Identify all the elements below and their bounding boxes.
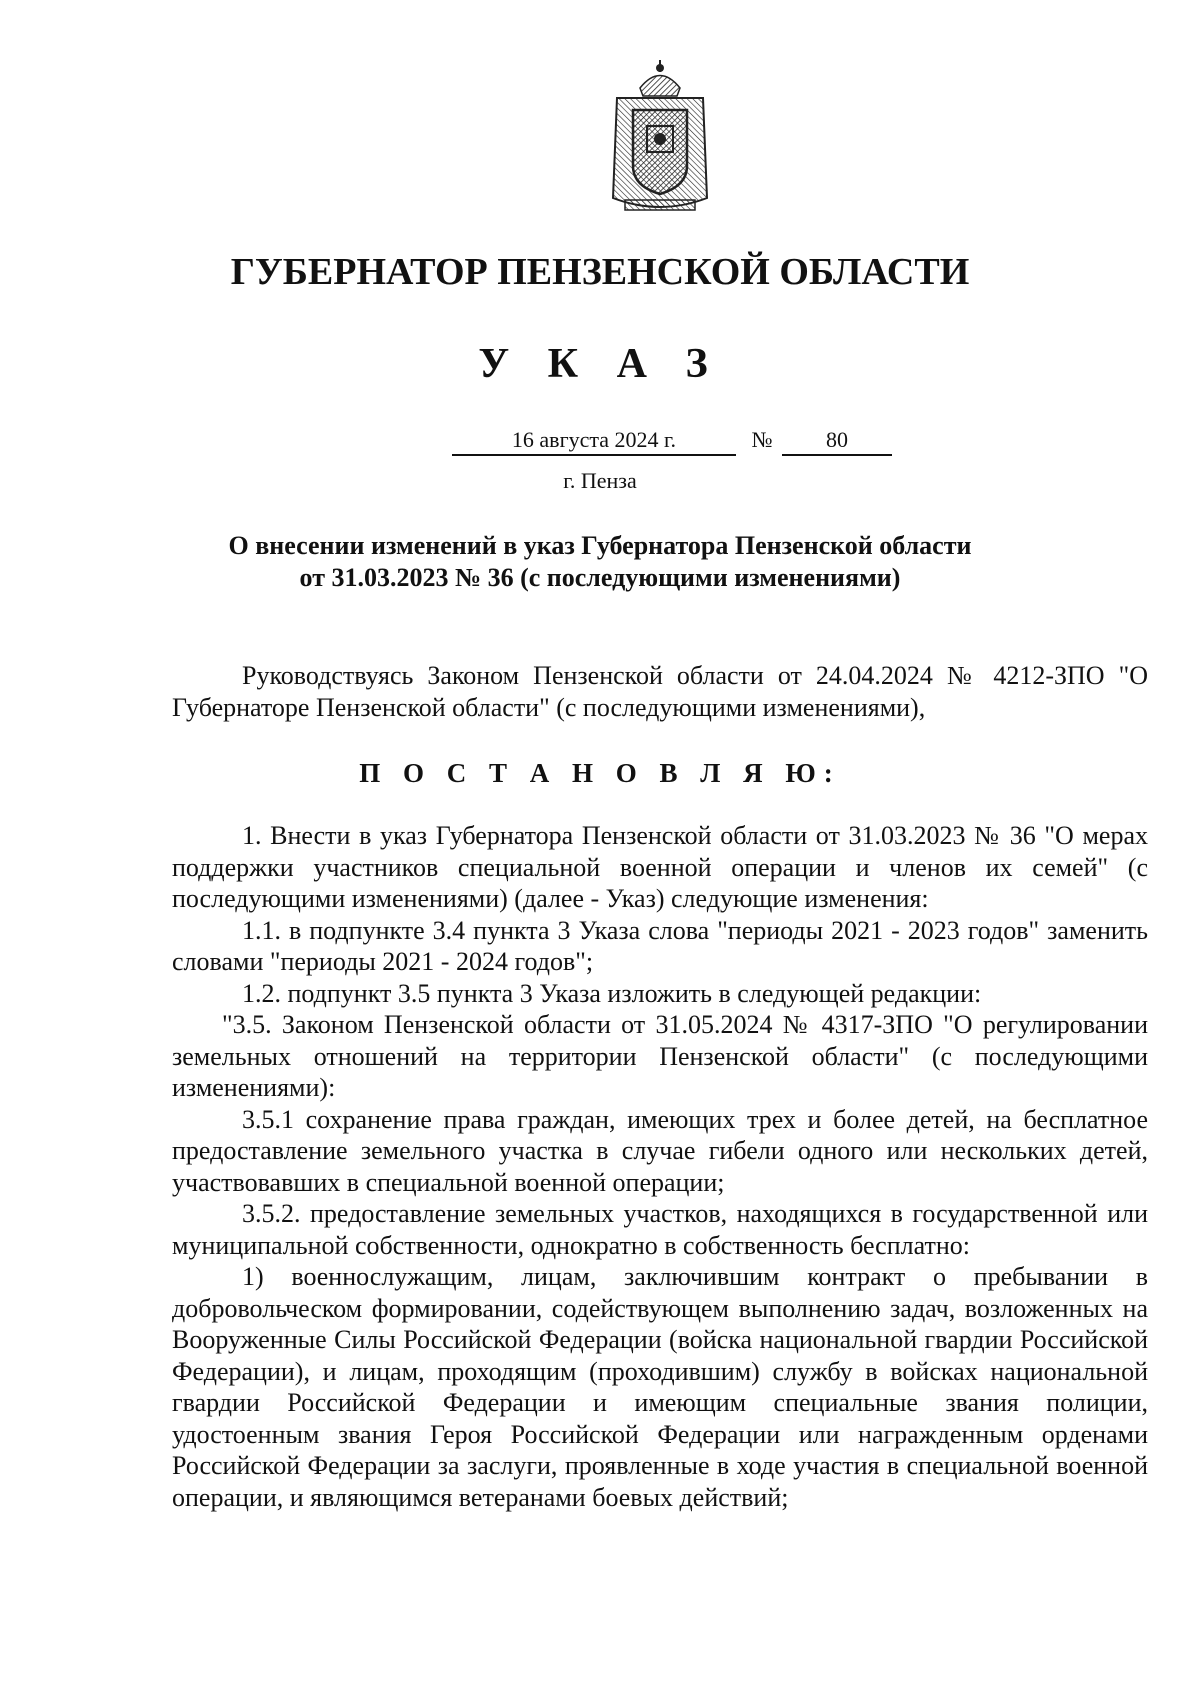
document-place: г. Пенза bbox=[563, 468, 637, 493]
paragraph-3-5-2: 3.5.2. предоставление земельных участков, находящихся в государственной или муниципальной собственности, однократно в собственность бесплатно: bbox=[172, 1199, 1148, 1260]
subject-line-2: от 31.03.2023 № 36 (с последующими изменениями) bbox=[299, 563, 901, 592]
document-meta bbox=[0, 426, 1200, 458]
number-label: № bbox=[751, 427, 773, 452]
paragraph-1-2: 1.2. подпункт 3.5 пункта 3 Указа изложить в следующей редакции: bbox=[242, 978, 982, 1008]
document-type: У К А З bbox=[478, 341, 722, 387]
authority-title: ГУБЕРНАТОР ПЕНЗЕНСКОЙ ОБЛАСТИ bbox=[230, 251, 970, 293]
document-number: 80 bbox=[782, 426, 892, 456]
paragraph-3-5-1: 3.5.1 сохранение права граждан, имеющих трех и более детей, на бесплатное предоставление земельного участка в случае гибели одного или нескольких детей, участвовавших в специальной военной операции; bbox=[172, 1104, 1148, 1197]
decree-heading: П О С Т А Н О В Л Я Ю: bbox=[359, 758, 841, 788]
coat-of-arms-emblem bbox=[595, 58, 725, 218]
subject-line-1: О внесении изменений в указ Губернатора Пензенской области bbox=[228, 531, 972, 560]
paragraph-item-1: 1) военнослужащим, лицам, заключившим контракт о пребывании в добровольческом формировании, содействующем выполнению задач, возложенных на Вооруженные Силы Российской Федерации (войска национальной гвардии Российской Федерации), и лицам, проходящим (проходившим) службу в войсках национальной гвардии Российской Федерации и имеющим специальные звания полиции, удостоенным звания Героя Российской Федерации или награжденным орденами Российской Федерации за заслуги, проявленные в ходе участия в специальной военной операции, и являющимся ветеранами боевых действий; bbox=[172, 1262, 1148, 1512]
decree-body bbox=[172, 820, 1148, 1513]
preamble-text: Руководствуясь Законом Пензенской области от 24.04.2024 № 4212-ЗПО "О Губернаторе Пензенской области" (с последующими изменениями), bbox=[172, 661, 1148, 722]
preamble bbox=[172, 660, 1148, 723]
paragraph-3-5: "3.5. Законом Пензенской области от 31.05.2024 № 4317-ЗПО "О регулировании земельных отношений на территории Пензенской области" (с последующими изменениями): bbox=[172, 1010, 1148, 1102]
paragraph-1: 1. Внести в указ Губернатора Пензенской области от 31.03.2023 № 36 "О мерах поддержки участников специальной военной операции и членов их семей" (с последующими изменениями) (далее - Указ) следующие изменения: bbox=[172, 821, 1148, 913]
paragraph-1-1: 1.1. в подпункте 3.4 пункта 3 Указа слова "периоды 2021 - 2023 годов" заменить словами "периоды 2021 - 2024 годов"; bbox=[172, 915, 1148, 976]
document-date: 16 августа 2024 г. bbox=[452, 426, 736, 456]
document-subject bbox=[0, 530, 1200, 594]
